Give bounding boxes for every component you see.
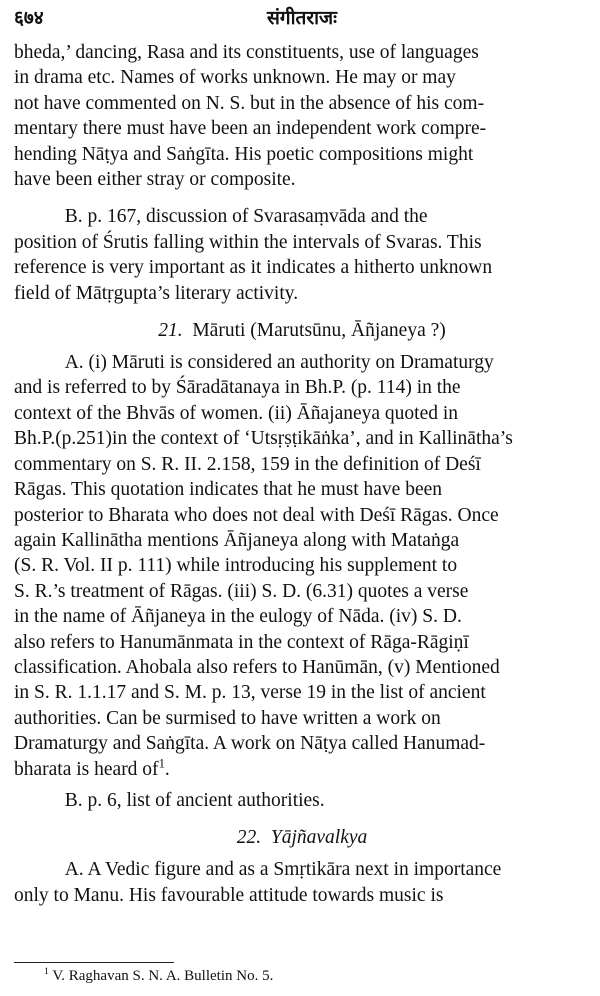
book-page <box>14 0 590 996</box>
body-text <box>14 40 590 908</box>
text-line: A. A Vedic figure and as a Smṛtikāra next in importance <box>64 859 502 881</box>
text-line: bheda,’ dancing, Rasa and its constituents, use of languages <box>14 42 479 63</box>
footnote-mark: 1 <box>44 966 49 977</box>
text-line: B. p. 6, list of ancient authorities. <box>64 789 325 811</box>
text-line: posterior to Bharata who does not deal with Deśī Rāgas. Once <box>14 504 499 526</box>
text-line: in drama etc. Names of works unknown. He may or may <box>14 67 456 89</box>
text-line: mentary there must have been an independent work compre- <box>14 118 487 140</box>
text-line: A. (i) Māruti is considered an authority on Dramaturgy <box>64 352 494 374</box>
text-line: Bh.P.(p.251)in the context of ‘Utsṛṣṭikāṅka’, and in Kallinātha’s <box>14 428 513 450</box>
section-title: Yājñavalkya <box>270 827 368 849</box>
text-line: again Kallinātha mentions Āñjaneya along with Mataṅga <box>14 529 460 551</box>
text-line: have been either stray or composite. <box>14 169 296 191</box>
text-line: (S. R. Vol. II p. 111) while introducing his supplement to <box>14 555 458 577</box>
text-line: Rāgas. This quotation indicates that he must have been <box>14 479 443 501</box>
text-fragment: . <box>164 758 170 780</box>
section-number: 22. <box>236 827 262 849</box>
page-number: ६७४ <box>14 7 44 29</box>
footnote-divider <box>14 962 174 963</box>
footnote <box>44 968 273 985</box>
text-line: B. p. 167, discussion of Svarasaṃvāda and the <box>64 206 428 228</box>
paragraph-b-authorities <box>14 788 590 813</box>
footnote-reference[interactable]: 1 <box>158 756 165 771</box>
text-line: position of Śrutis falling within the intervals of Svaras. This <box>14 231 482 253</box>
paragraph-a-yajnavalkya <box>14 857 590 908</box>
text-line: not have commented on N. S. but in the absence of his com- <box>14 92 485 114</box>
text-line: and is referred to by Śāradātanaya in Bh.P. (p. 114) in the <box>14 377 461 399</box>
text-line: context of the Bhvās of women. (ii) Āñajaneya quoted in <box>14 402 459 424</box>
text-line: also refers to Hanumānmata in the context of Rāga-Rāgiṇī <box>14 631 469 653</box>
text-line: in the name of Āñjaneya in the eulogy of Nāda. (iv) S. D. <box>14 606 462 628</box>
text-line: reference is very important as it indicates a hitherto unknown <box>14 257 493 279</box>
text-line: field of Mātṛgupta’s literary activity. <box>14 282 299 304</box>
text-fragment: bharata is heard of <box>14 758 159 780</box>
section-number: 21. <box>158 320 183 342</box>
text-line: in S. R. 1.1.17 and S. M. p. 13, verse 19 in the list of ancient <box>14 682 486 704</box>
paragraph-a-maruti <box>14 350 590 782</box>
text-line: authorities. Can be surmised to have written a work on <box>14 707 441 729</box>
text-line: commentary on S. R. II. 2.158, 159 in the definition of Deśī <box>14 453 481 475</box>
section-title: Māruti (Marutsūnu, Āñjaneya ?) <box>192 320 446 342</box>
text-line: classification. Ahobala also refers to Hanūmān, (v) Mentioned <box>14 656 500 678</box>
page-header <box>14 4 590 32</box>
running-title: संगीतराजः <box>267 7 337 29</box>
text-line: only to Manu. His favourable attitude towards music is <box>14 884 444 906</box>
section-heading-22 <box>14 825 590 851</box>
paragraph-b-svarasamvada <box>14 204 590 306</box>
text-line: S. R.’s treatment of Rāgas. (iii) S. D. (6.31) quotes a verse <box>14 580 469 602</box>
text-line <box>14 757 590 782</box>
footnote-text: V. Raghavan S. N. A. Bulletin No. 5. <box>52 968 274 984</box>
text-line: hending Nāṭya and Saṅgīta. His poetic compositions might <box>14 143 474 165</box>
paragraph-continuation <box>14 40 590 192</box>
text-line: Dramaturgy and Saṅgīta. A work on Nāṭya called Hanumad- <box>14 733 486 755</box>
section-heading-21 <box>14 318 590 344</box>
